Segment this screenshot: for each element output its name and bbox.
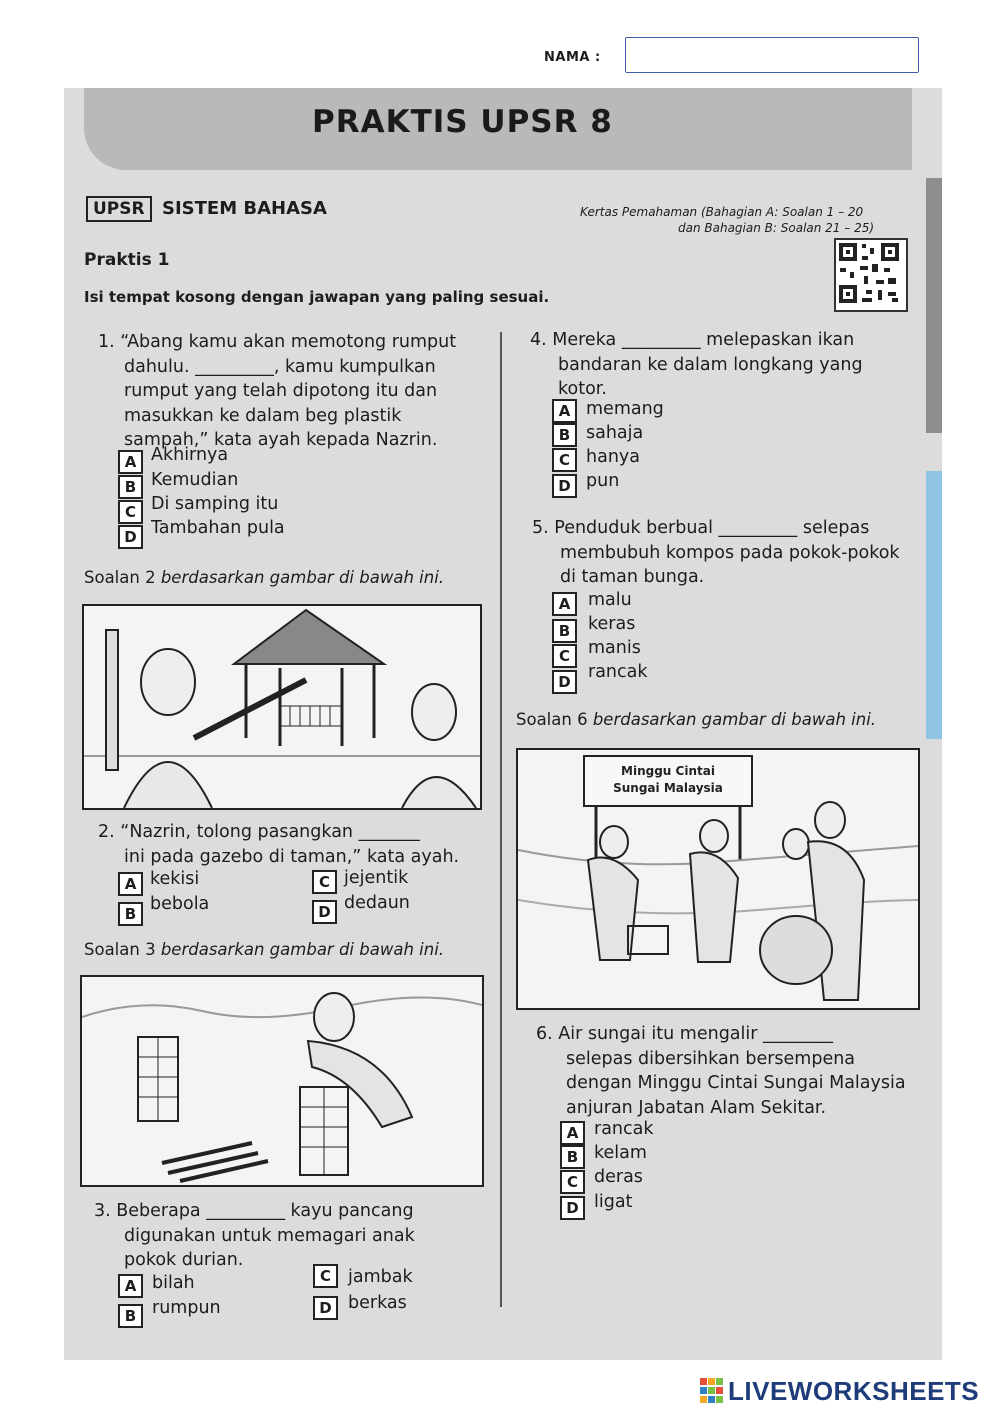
question-line: 5. Penduduk berbual _________ selepas <box>532 518 870 538</box>
option-text-q3-d: berkas <box>348 1293 407 1313</box>
option-text-q5-a: malu <box>588 590 632 610</box>
column-divider <box>500 332 502 1307</box>
soalan-3-heading: Soalan 3 berdasarkan gambar di bawah ini. <box>84 940 445 959</box>
option-text-q5-c: manis <box>588 638 641 658</box>
page-title: PRAKTIS UPSR 8 <box>312 104 613 140</box>
answer-box-q3-c[interactable]: C <box>313 1264 338 1288</box>
question-line: rumput yang telah dipotong itu dan <box>124 381 438 401</box>
soalan-2-heading: Soalan 2 berdasarkan gambar di bawah ini. <box>84 568 445 587</box>
answer-box-q1-c[interactable]: C <box>118 500 143 524</box>
question-line: dahulu. _________, kamu kumpulkan <box>124 356 436 377</box>
answer-box-q5-d[interactable]: D <box>552 670 577 694</box>
answer-box-q6-d[interactable]: D <box>560 1196 585 1220</box>
question-line: membubuh kompos pada pokok-pokok <box>560 542 900 563</box>
side-tab-blue <box>926 471 942 739</box>
question-line: anjuran Jabatan Alam Sekitar. <box>566 1097 827 1118</box>
answer-box-q4-d[interactable]: D <box>552 474 577 498</box>
question-line: 2. “Nazrin, tolong pasangkan _______ <box>98 822 420 842</box>
option-text-q1-a: Akhirnya <box>151 445 229 465</box>
answer-box-q3-b[interactable]: B <box>118 1304 143 1328</box>
answer-box-q4-c[interactable]: C <box>552 448 577 472</box>
question-line: di taman bunga. <box>560 567 705 587</box>
option-text-q6-d: ligat <box>594 1192 633 1212</box>
question-line: masukkan ke dalam beg plastik <box>124 405 402 426</box>
answer-box-q5-a[interactable]: A <box>552 592 577 616</box>
sign-line-1: Minggu Cintai <box>621 764 715 778</box>
question-line: 3. Beberapa _________ kayu pancang <box>94 1201 414 1221</box>
question-line: 1. “Abang kamu akan memotong rumput <box>98 332 457 352</box>
nama-input[interactable] <box>625 37 919 73</box>
nama-label: NAMA : <box>544 50 601 65</box>
gazebo-illustration <box>82 604 482 810</box>
praktis-label: Praktis 1 <box>84 250 170 270</box>
option-text-q3-a: bilah <box>152 1273 195 1293</box>
question-line: 6. Air sungai itu mengalir ________ <box>536 1024 834 1044</box>
option-text-q6-c: deras <box>594 1167 643 1187</box>
side-tab-grey <box>926 178 942 433</box>
answer-box-q4-a[interactable]: A <box>552 399 577 423</box>
question-2 <box>98 820 459 869</box>
option-text-q2-a: kekisi <box>150 869 200 889</box>
question-line: kotor. <box>558 379 607 399</box>
question-line: selepas dibersihkan bersempena <box>566 1048 856 1069</box>
option-text-q3-b: rumpun <box>152 1298 221 1318</box>
river-cleaning-illustration <box>516 748 920 1010</box>
option-text-q1-d: Tambahan pula <box>151 518 285 538</box>
liveworksheets-logo-text: LIVEWORKSHEETS <box>728 1376 980 1406</box>
question-line: ini pada gazebo di taman,” kata ayah. <box>124 846 460 867</box>
option-text-q6-b: kelam <box>594 1143 647 1163</box>
question-line: bandaran ke dalam longkang yang <box>558 354 863 375</box>
answer-box-q1-a[interactable]: A <box>118 450 143 474</box>
liveworksheets-logo-icon <box>700 1378 724 1408</box>
option-text-q3-c: jambak <box>348 1267 413 1287</box>
tree-planting-illustration <box>80 975 484 1187</box>
answer-box-q6-c[interactable]: C <box>560 1170 585 1194</box>
option-text-q1-b: Kemudian <box>151 470 239 490</box>
question-line: digunakan untuk memagari anak <box>124 1225 415 1246</box>
upsr-badge: UPSR <box>86 196 152 222</box>
qr-code-icon <box>834 238 908 312</box>
option-text-q4-b: sahaja <box>586 423 644 443</box>
answer-box-q2-d[interactable]: D <box>312 900 337 924</box>
answer-box-q3-a[interactable]: A <box>118 1274 143 1298</box>
option-text-q4-c: hanya <box>586 447 640 467</box>
answer-box-q2-b[interactable]: B <box>118 902 143 926</box>
answer-box-q1-d[interactable]: D <box>118 525 143 549</box>
section-heading: SISTEM BAHASA <box>162 198 327 219</box>
answer-box-q4-b[interactable]: B <box>552 423 577 447</box>
question-line: sampah,” kata ayah kepada Nazrin. <box>124 430 438 450</box>
option-text-q4-d: pun <box>586 471 620 491</box>
question-line: pokok durian. <box>124 1250 244 1270</box>
option-text-q1-c: Di samping itu <box>151 494 279 514</box>
option-text-q2-b: bebola <box>150 894 210 914</box>
option-text-q5-d: rancak <box>588 662 648 682</box>
answer-box-q3-d[interactable]: D <box>313 1296 338 1320</box>
question-line: 4. Mereka _________ melepaskan ikan <box>530 330 855 350</box>
question-3 <box>94 1199 415 1273</box>
instruction: Isi tempat kosong dengan jawapan yang paling sesuai. <box>84 288 550 306</box>
answer-box-q5-b[interactable]: B <box>552 619 577 643</box>
question-4 <box>530 328 863 402</box>
answer-box-q5-c[interactable]: C <box>552 644 577 668</box>
question-5 <box>532 516 900 590</box>
option-text-q5-b: keras <box>588 614 636 634</box>
question-line: dengan Minggu Cintai Sungai Malaysia <box>566 1073 906 1093</box>
option-text-q2-c: jejentik <box>344 868 409 888</box>
answer-box-q2-c[interactable]: C <box>312 870 337 894</box>
kertas-info-line1: Kertas Pemahaman (Bahagian A: Soalan 1 – 20 <box>580 205 864 219</box>
worksheet-page <box>64 88 942 1360</box>
option-text-q4-a: memang <box>586 399 664 419</box>
answer-box-q1-b[interactable]: B <box>118 475 143 499</box>
answer-box-q6-b[interactable]: B <box>560 1145 585 1169</box>
option-text-q2-d: dedaun <box>344 893 410 913</box>
soalan-6-heading: Soalan 6 berdasarkan gambar di bawah ini. <box>516 710 877 729</box>
option-text-q6-a: rancak <box>594 1119 654 1139</box>
answer-box-q6-a[interactable]: A <box>560 1121 585 1145</box>
kertas-info-line2: dan Bahagian B: Soalan 21 – 25) <box>678 221 875 235</box>
answer-box-q2-a[interactable]: A <box>118 872 143 896</box>
question-6 <box>536 1022 906 1120</box>
sign-line-2: Sungai Malaysia <box>613 781 723 795</box>
question-1 <box>98 330 456 453</box>
